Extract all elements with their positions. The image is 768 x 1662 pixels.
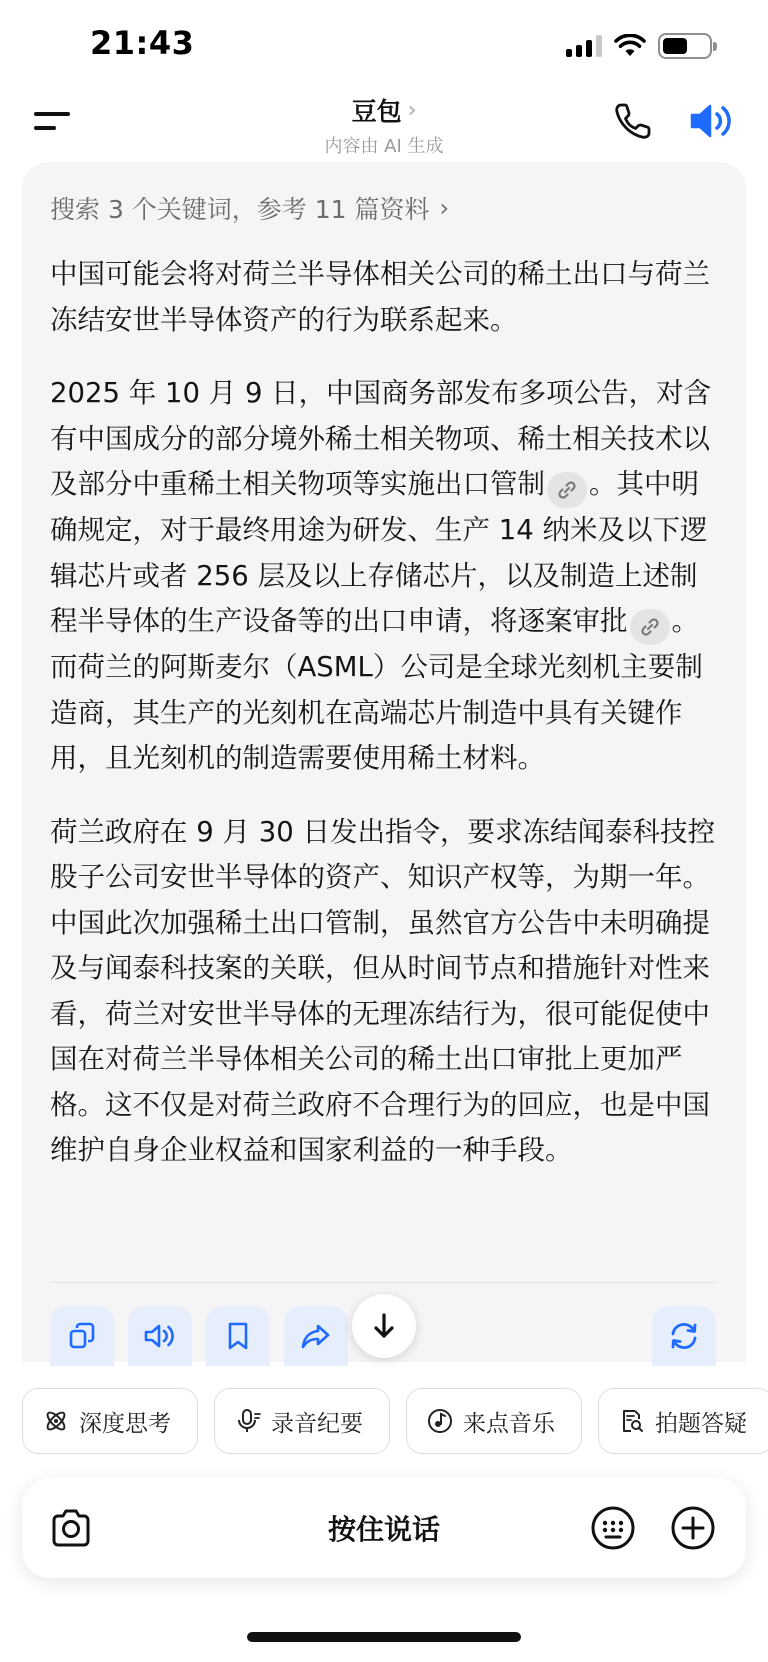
- message-paragraph: 荷兰政府在 9 月 30 日发出指令，要求冻结闻泰科技控股子公司安世半导体的资产、知识产权等，为期一年。中国此次加强稀土出口管制，虽然官方公告中未明确提及与闻泰科技案的关联，但从时间节点和措施针对性来看，荷兰对安世半导体的无理冻结行为，很可能促使中国在对荷兰半导体相关公司的稀土出口审批上更加严格。这不仅是对荷兰政府不合理行为的回应，也是中国维护自身企业权益和国家利益的一种手段。: [50, 815, 715, 1166]
- speaker-icon: [143, 1321, 177, 1351]
- home-indicator[interactable]: [247, 1632, 521, 1642]
- message-divider: [50, 1282, 716, 1283]
- message-text: 2025 年 10 月 9 日，中国商务部发布多项公告，对含有中国成分的部分境外稀土相关物项、稀土相关技术以及部分中重稀土相关物项等实施出口管制: [50, 377, 712, 500]
- shortcut-chips: [22, 1388, 768, 1454]
- shortcut-photo-question[interactable]: [598, 1388, 768, 1454]
- shortcut-music[interactable]: [406, 1388, 582, 1454]
- shortcut-label: 拍题答疑: [655, 1410, 747, 1437]
- chevron-right-icon: ›: [407, 97, 417, 123]
- assistant-message: [50, 252, 720, 1202]
- message-text: 。而荷兰的阿斯麦尔（ASML）公司是全球光刻机主要制造商，其生产的光刻机在高端芯片制造中具有关键作用，且光刻机的制造需要使用稀土材料。: [50, 605, 703, 774]
- copy-icon: [67, 1321, 97, 1351]
- regenerate-button[interactable]: [652, 1306, 716, 1366]
- battery-icon: [658, 33, 712, 59]
- shortcut-label: 来点音乐: [463, 1410, 555, 1437]
- source-link-icon[interactable]: [630, 609, 670, 645]
- cellular-signal-icon: [566, 35, 602, 57]
- message-text: 。其中明确规定，对于最终用途为研发、生产 14 纳米及以下逻辑芯片或者 256 层及以上存储芯片，以及制造上述制程半导体的生产设备等的出口申请，将逐案审批: [50, 468, 708, 637]
- share-arrow-icon: [300, 1321, 332, 1351]
- shortcut-label: 录音纪要: [271, 1410, 363, 1437]
- chat-header: [0, 88, 768, 158]
- message-paragraph: [50, 371, 720, 782]
- read-aloud-button[interactable]: [128, 1306, 192, 1366]
- document-search-icon: [619, 1408, 645, 1434]
- shortcut-recording-notes[interactable]: [214, 1388, 390, 1454]
- music-note-icon: [427, 1408, 453, 1434]
- status-icons: [566, 30, 712, 62]
- source-link-icon[interactable]: [547, 472, 587, 508]
- microphone-icon: [235, 1408, 261, 1434]
- keyboard-icon[interactable]: [590, 1505, 636, 1551]
- search-references[interactable]: [50, 190, 449, 226]
- copy-button[interactable]: [50, 1306, 114, 1366]
- bookmark-icon: [225, 1321, 251, 1351]
- plus-icon[interactable]: [670, 1505, 716, 1551]
- ai-generated-notice: 内容由 AI 生成: [324, 136, 444, 157]
- input-bar: [22, 1478, 746, 1578]
- wifi-icon: [614, 34, 646, 58]
- status-bar: [0, 0, 768, 90]
- hold-to-talk-button[interactable]: 按住说话: [327, 1513, 440, 1546]
- phone-call-icon[interactable]: [612, 100, 654, 142]
- search-references-label[interactable]: 搜索 3 个关键词，参考 11 篇资料: [50, 195, 430, 224]
- status-time: 21:43: [90, 24, 195, 62]
- chevron-right-icon: ›: [439, 194, 450, 222]
- atom-icon: [43, 1408, 69, 1434]
- scroll-to-bottom-button[interactable]: [352, 1294, 416, 1358]
- shortcut-deep-thinking[interactable]: [22, 1388, 198, 1454]
- bookmark-button[interactable]: [206, 1306, 270, 1366]
- refresh-icon: [667, 1321, 701, 1351]
- bot-name[interactable]: 豆包: [351, 97, 402, 126]
- share-button[interactable]: [284, 1306, 348, 1366]
- arrow-down-icon: [370, 1311, 398, 1341]
- shortcut-label: 深度思考: [79, 1410, 171, 1437]
- message-paragraph: 中国可能会将对荷兰半导体相关公司的稀土出口与荷兰冻结安世半导体资产的行为联系起来。: [50, 258, 710, 336]
- speaker-icon[interactable]: [688, 100, 736, 142]
